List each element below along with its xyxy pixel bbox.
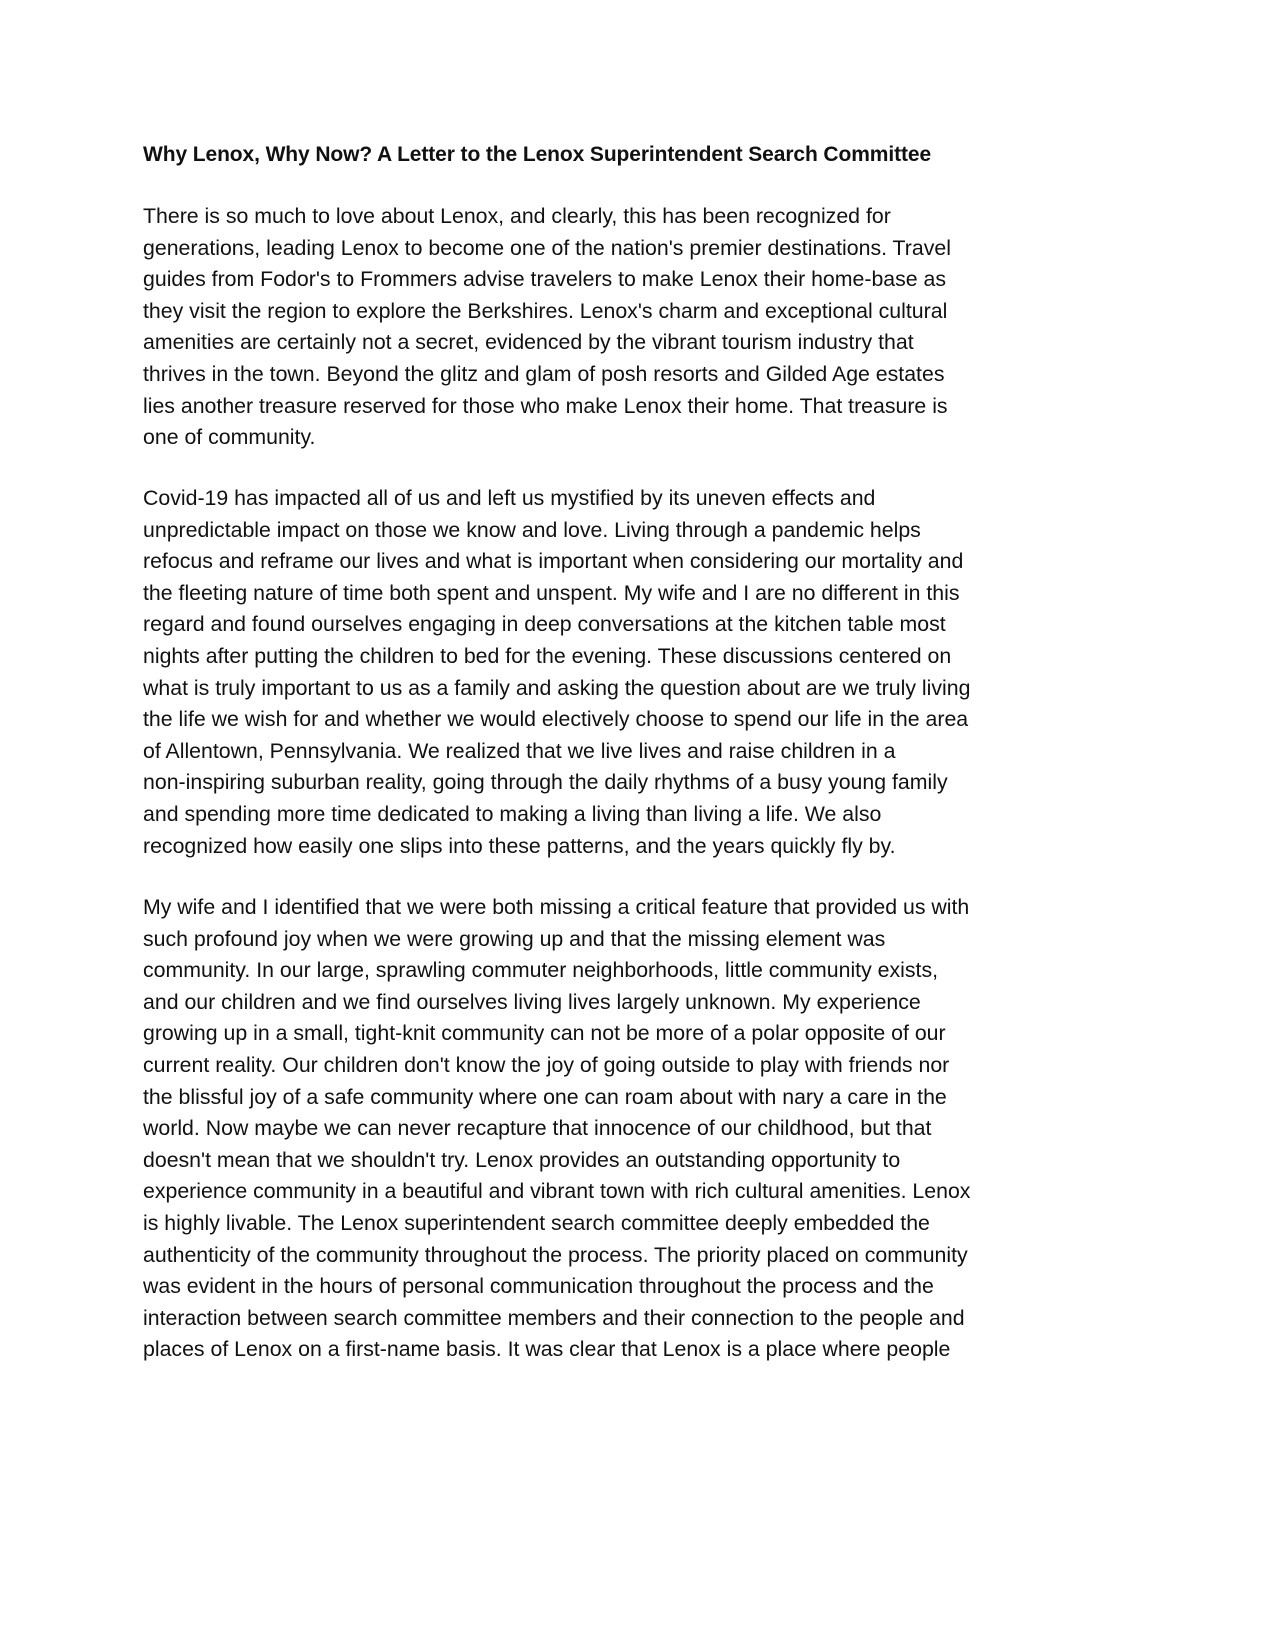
text-line: non-inspiring suburban reality, going through the daily rhythms of a busy young family: [143, 770, 948, 795]
text-line: nights after putting the children to bed for the evening. These discussions centered on: [143, 643, 952, 668]
text-line: such profound joy when we were growing up and that the missing element was: [143, 926, 886, 951]
text-line: Covid-19 has impacted all of us and left us mystified by its uneven effects and: [143, 486, 876, 510]
text-line: My wife and I identified that we were both missing a critical feature that provided us with: [143, 895, 970, 919]
text-line: places of Lenox on a first-name basis. It was clear that Lenox is a place where people: [143, 1337, 951, 1362]
letter-title: Why Lenox, Why Now? A Letter to the Lenox Superintendent Search Committee: [143, 143, 932, 166]
text-line: lies another treasure reserved for those who make Lenox their home. That treasure is: [143, 393, 948, 418]
text-line: generations, leading Lenox to become one of the nation's premier destinations. Travel: [143, 235, 951, 260]
text-line: they visit the region to explore the Berkshires. Lenox's charm and exceptional cultural: [143, 298, 948, 323]
text-line: is highly livable. The Lenox superintendent search committee deeply embedded the: [143, 1210, 930, 1235]
text-line: growing up in a small, tight-knit community can not be more of a polar opposite of our: [143, 1021, 946, 1046]
text-line: authenticity of the community throughout the process. The priority placed on community: [143, 1242, 968, 1267]
text-line: and spending more time dedicated to making a living than living a life. We also: [143, 801, 882, 826]
text-line: regard and found ourselves engaging in deep conversations at the kitchen table most: [143, 612, 946, 637]
paragraph-1: [143, 201, 951, 454]
text-line: refocus and reframe our lives and what is important when considering our mortality and: [143, 549, 964, 574]
paragraph-3: [143, 892, 970, 1366]
text-line: world. Now maybe we can never recapture that innocence of our childhood, but that: [143, 1116, 932, 1141]
text-line: community. In our large, sprawling commuter neighborhoods, little community exists,: [143, 958, 939, 983]
text-line: guides from Fodor's to Frommers advise travelers to make Lenox their home-base as: [143, 267, 947, 292]
text-line: and our children and we find ourselves living lives largely unknown. My experience: [143, 989, 921, 1014]
text-line: amenities are certainly not a secret, evidenced by the vibrant tourism industry that: [143, 330, 914, 355]
text-line: was evident in the hours of personal communication throughout the process and the: [143, 1274, 934, 1299]
text-line: the life we wish for and whether we would electively choose to spend our life in the area: [143, 707, 969, 732]
text-line: interaction between search committee members and their connection to the people and: [143, 1305, 965, 1330]
text-line: thrives in the town. Beyond the glitz and glam of posh resorts and Gilded Age estates: [143, 361, 945, 386]
text-line: experience community in a beautiful and vibrant town with rich cultural amenities. Lenox: [143, 1179, 971, 1204]
text-line: the blissful joy of a safe community where one can roam about with nary a care in the: [143, 1084, 947, 1109]
text-line: current reality. Our children don't know the joy of going outside to play with friends nor: [143, 1052, 950, 1077]
text-line: the fleeting nature of time both spent and unspent. My wife and I are no different in this: [143, 580, 960, 605]
text-line: of Allentown, Pennsylvania. We realized that we live lives and raise children in a: [143, 738, 896, 763]
paragraph-2: [143, 483, 970, 862]
text-line: what is truly important to us as a family and asking the question about are we truly living: [143, 675, 971, 700]
text-line: unpredictable impact on those we know and love. Living through a pandemic helps: [143, 517, 921, 542]
text-line: recognized how easily one slips into these patterns, and the years quickly fly by.: [143, 833, 896, 858]
text-line: one of community.: [143, 425, 316, 450]
text-line: There is so much to love about Lenox, and clearly, this has been recognized for: [143, 204, 891, 228]
text-line: doesn't mean that we shouldn't try. Lenox provides an outstanding opportunity to: [143, 1147, 901, 1172]
